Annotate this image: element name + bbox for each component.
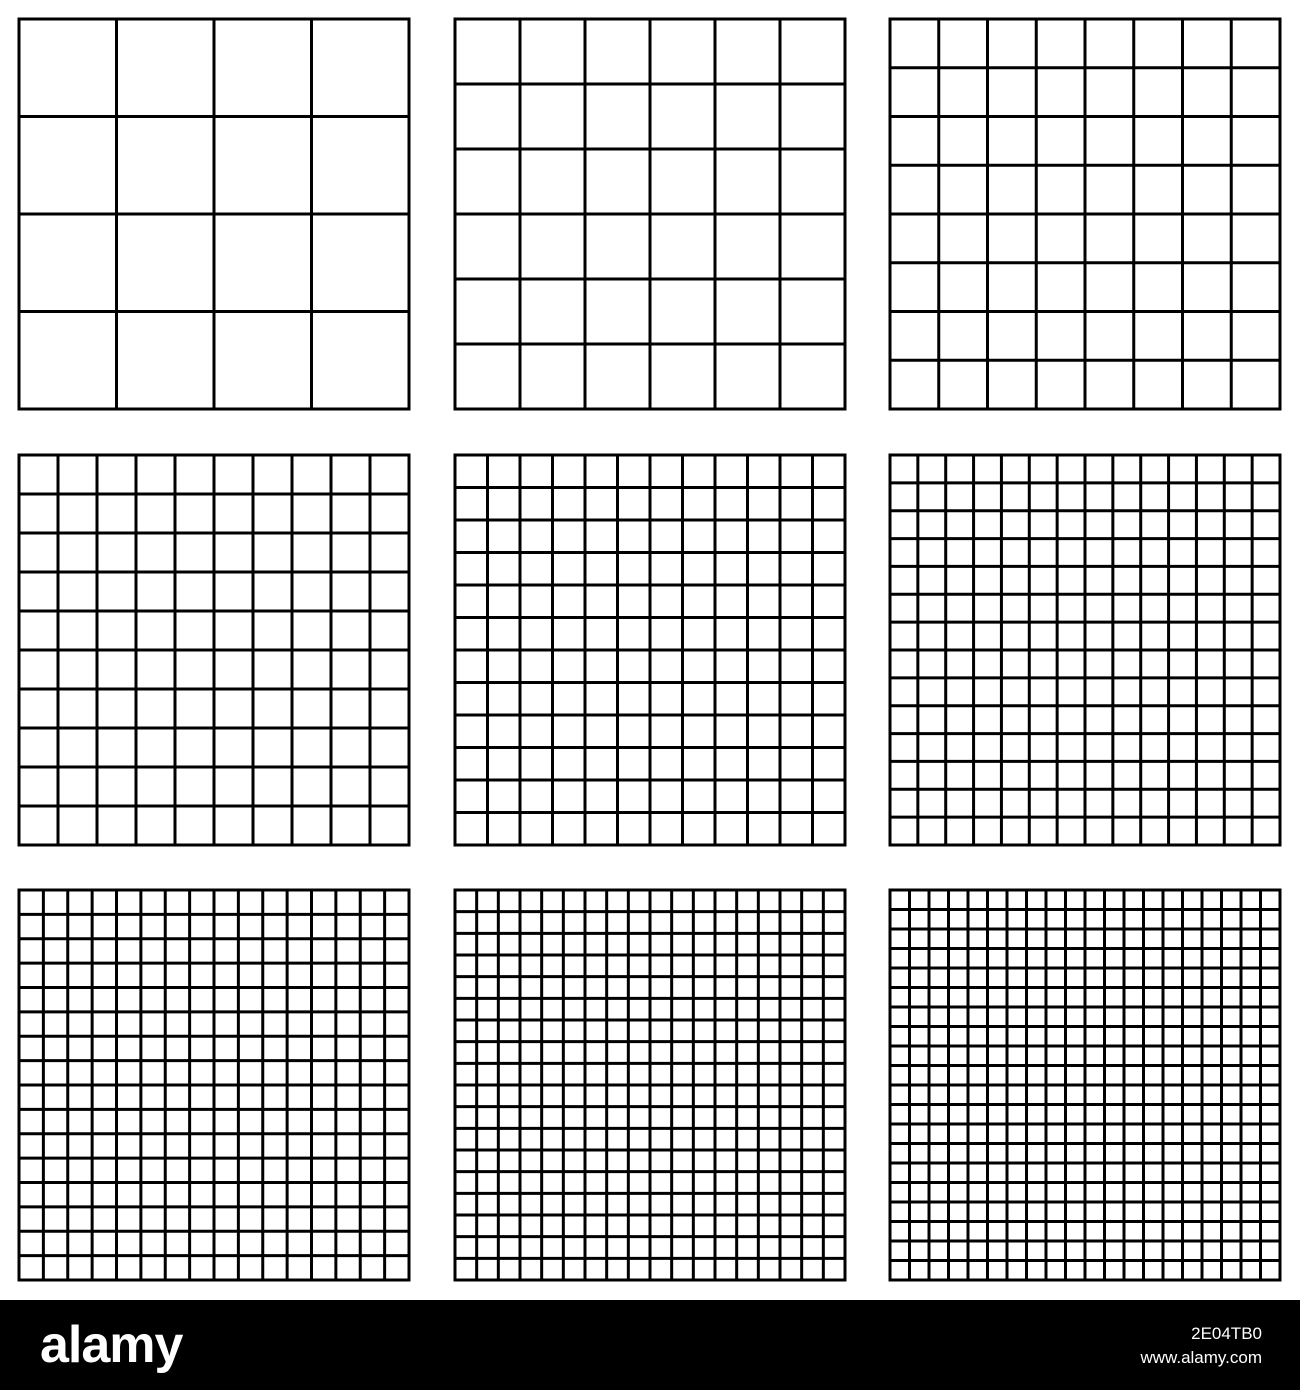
grid-panel-4 [19, 455, 409, 845]
grid-panel-9 [890, 890, 1280, 1280]
grid-panel-7 [19, 890, 409, 1280]
image-meta [1140, 1322, 1262, 1370]
grid-panel-1 [19, 19, 409, 409]
image-id: 2E04TB0 [1191, 1324, 1262, 1343]
watermark-footer [0, 1300, 1300, 1390]
site-url: www.alamy.com [1140, 1348, 1262, 1367]
grid-panel-2 [455, 19, 845, 409]
grid-panel-5 [455, 455, 845, 845]
grid-panel-6 [890, 455, 1280, 845]
grid-panel-8 [455, 890, 845, 1280]
brand-logo: alamy [40, 1316, 183, 1374]
grid-panel-3 [890, 19, 1280, 409]
